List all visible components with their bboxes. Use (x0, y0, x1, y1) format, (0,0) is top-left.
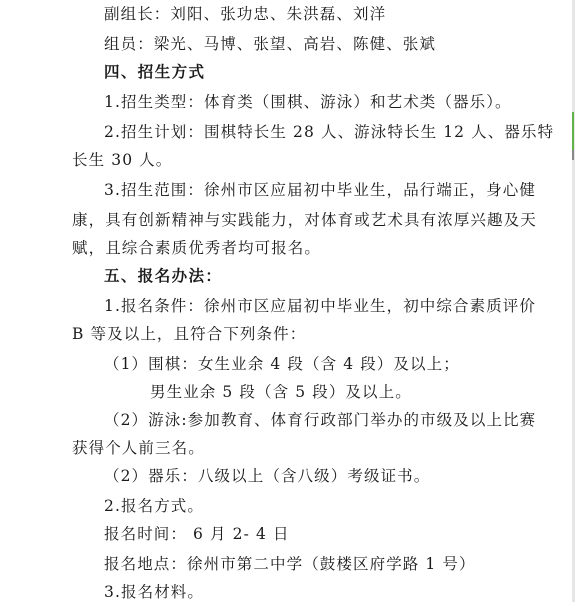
edge-marker-gray (572, 150, 574, 160)
section-heading-admission-method: 四、招生方式 (104, 62, 206, 81)
admission-scope-line: 3.招生范围：徐州市区应届初中毕业生，品行端正，身心健 (104, 181, 536, 199)
admission-type-line: 1.招生类型：体育类（围棋、游泳）和艺术类（器乐）。 (104, 93, 512, 111)
instrument-condition-line: （2）器乐：八级以上（含八级）考级证书。 (104, 467, 431, 485)
registration-conditions-line: 1.报名条件：徐州市区应届初中毕业生，初中综合素质评价 (104, 297, 536, 315)
members-line: 组员：梁光、马博、张望、高岩、陈健、张斌 (104, 35, 437, 53)
registration-time-line: 报名时间： 6 月 2- 4 日 (104, 525, 290, 543)
admission-plan-line: 2.招生计划：围棋特长生 28 人、游泳特长生 12 人、器乐特 (104, 123, 555, 141)
registration-method-heading: 2.报名方式。 (104, 497, 204, 515)
swimming-condition-line: （2）游泳:参加教育、体育行政部门举办的市级及以上比赛 (104, 411, 537, 429)
section-heading-registration: 五、报名办法： (104, 266, 223, 285)
registration-conditions-continued: B 等及以上，且符合下列条件： (72, 325, 307, 343)
go-condition-line: （1）围棋：女生业余 4 段（含 4 段）及以上； (104, 355, 460, 373)
swimming-condition-continued: 获得个人前三名。 (72, 439, 205, 457)
vice-leaders-line: 副组长：刘阳、张功忠、朱洪磊、刘洋 (104, 5, 387, 23)
admission-plan-continued: 长生 30 人。 (72, 151, 173, 169)
registration-location-line: 报名地点：徐州市第二中学（鼓楼区府学路 1 号） (104, 555, 476, 573)
go-condition-male-line: 男生业余 5 段（含 5 段）及以上。 (150, 383, 412, 401)
admission-scope-continued-2: 赋，且综合素质优秀者均可报名。 (72, 239, 322, 257)
registration-materials-heading: 3.报名材料。 (104, 583, 204, 601)
admission-scope-continued-1: 康，具有创新精神与实践能力，对体育或艺术具有浓厚兴趣及天 (72, 211, 537, 229)
